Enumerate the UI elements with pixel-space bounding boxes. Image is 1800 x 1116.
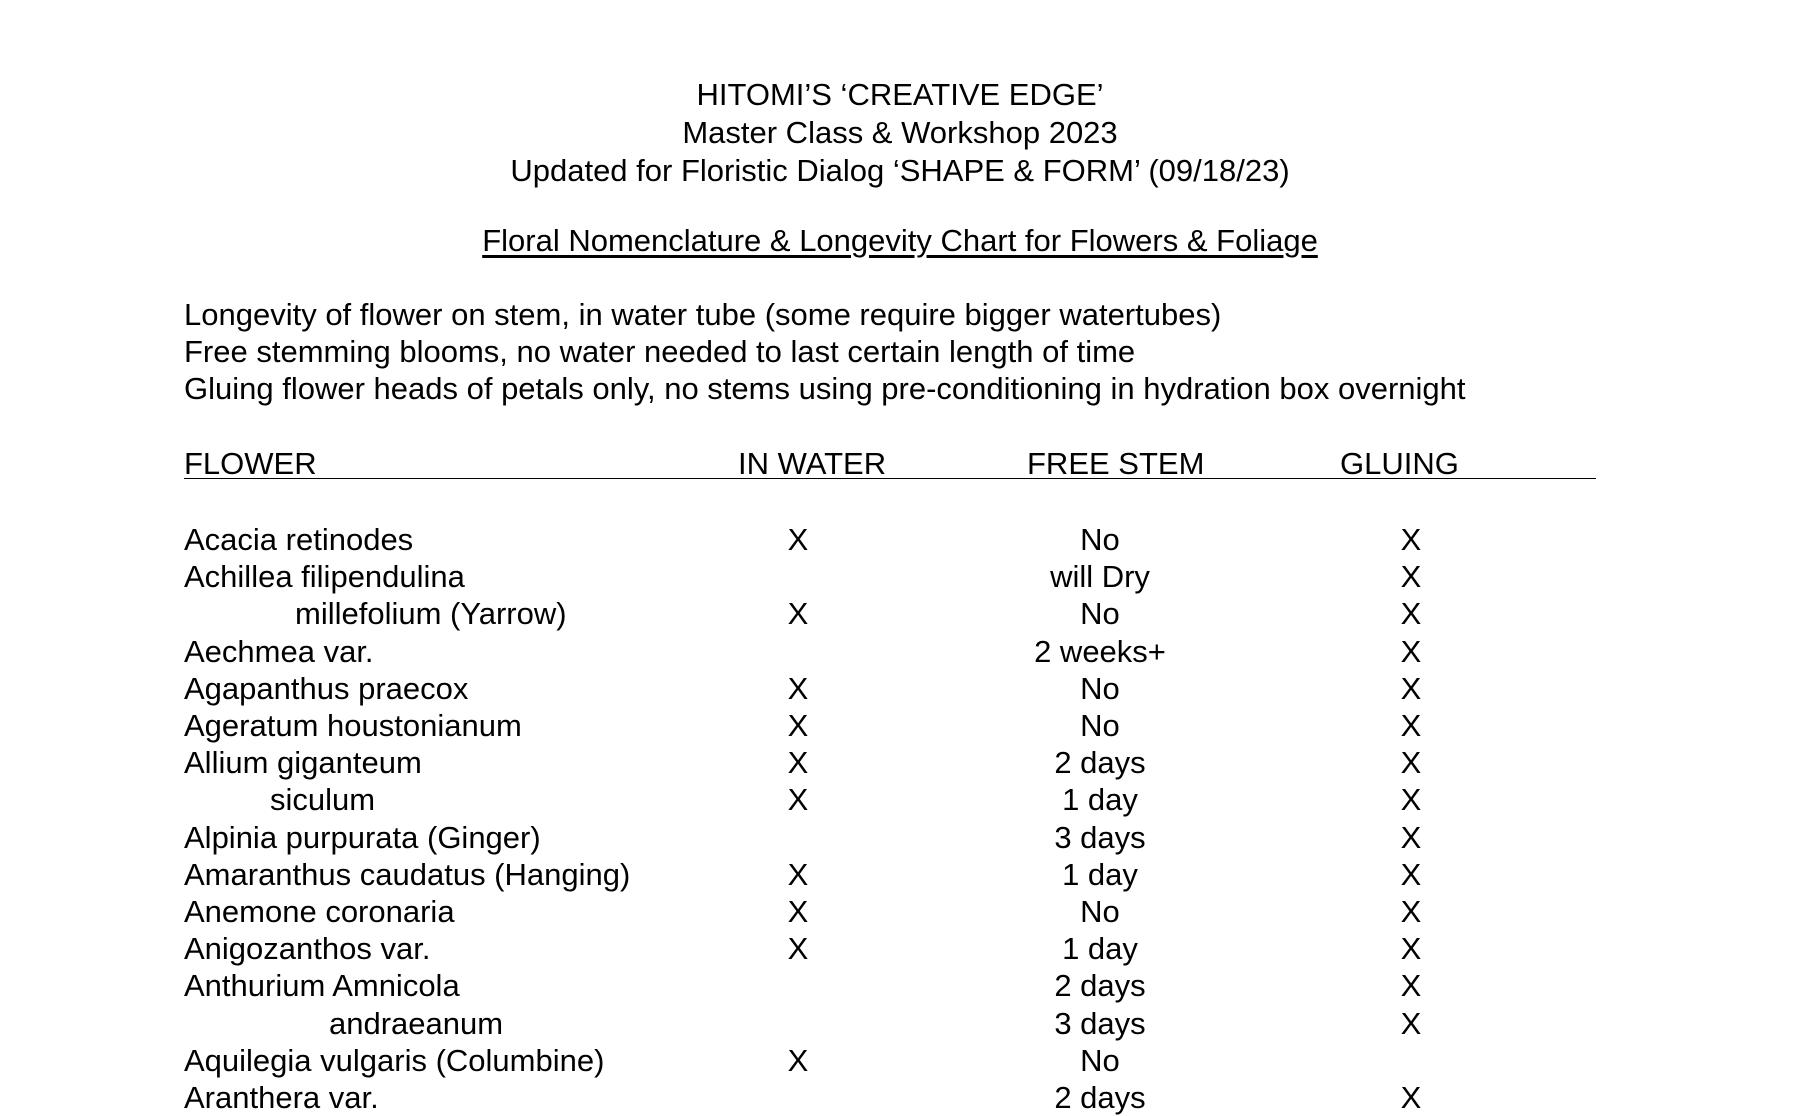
legend-gluing: Gluing flower heads of petals only, no stems using pre-conditioning in hydration box overnight <box>184 371 1466 406</box>
column-header-gluing: GLUING <box>1340 446 1459 481</box>
in-water-value: X <box>787 894 809 929</box>
gluing-value: X <box>1400 782 1422 818</box>
free-stem-value: 2 days <box>1054 745 1146 781</box>
gluing-value: X <box>1400 931 1422 967</box>
header-title: HITOMI’S ‘CREATIVE EDGE’ <box>696 77 1104 112</box>
table-row <box>0 744 1800 781</box>
gluing-value: X <box>1400 633 1422 669</box>
flower-name: Achillea filipendulina <box>184 559 465 595</box>
legend <box>184 296 1466 407</box>
legend-in-water: Longevity of flower on stem, in water tube (some require bigger watertubes) <box>184 297 1222 332</box>
table-row <box>0 707 1800 744</box>
free-stem-value: will Dry <box>1050 559 1150 595</box>
flower-name: Ageratum houstonianum <box>184 708 522 743</box>
free-stem-value: 2 days <box>1054 1080 1146 1115</box>
in-water-value: X <box>787 708 809 743</box>
legend-free-stem: Free stemming blooms, no water needed to last certain length of time <box>184 334 1136 369</box>
table-row <box>0 1079 1800 1116</box>
gluing-value: X <box>1400 894 1422 929</box>
in-water-value: X <box>787 931 809 967</box>
table-row <box>0 967 1800 1004</box>
in-water-value: X <box>787 670 809 706</box>
gluing-value: X <box>1400 596 1422 632</box>
table-row <box>0 893 1800 930</box>
flower-name: Agapanthus praecox <box>184 670 469 706</box>
free-stem-value: 3 days <box>1054 819 1146 855</box>
gluing-value: X <box>1400 522 1422 557</box>
gluing-value: X <box>1400 856 1422 892</box>
header-underline <box>184 478 1596 479</box>
flower-name: Anigozanthos var. <box>184 931 431 967</box>
table-row <box>0 633 1800 670</box>
table-row <box>0 781 1800 818</box>
in-water-value: X <box>787 596 809 632</box>
gluing-value: X <box>1400 708 1422 743</box>
free-stem-value: No <box>1080 1042 1120 1078</box>
gluing-value: X <box>1400 559 1422 595</box>
column-header-flower: FLOWER <box>184 446 317 481</box>
flower-name: siculum <box>270 782 376 818</box>
flower-name: Aquilegia vulgaris (Columbine) <box>184 1042 605 1078</box>
flower-name: Aechmea var. <box>184 633 374 669</box>
free-stem-value: No <box>1080 708 1120 743</box>
table-row <box>0 670 1800 707</box>
chart-title <box>0 222 1800 260</box>
flower-name: Amaranthus caudatus (Hanging) <box>184 856 631 892</box>
flower-name: Allium giganteum <box>184 745 422 781</box>
table-row <box>0 1005 1800 1042</box>
in-water-value: X <box>787 745 809 781</box>
flower-name: Acacia retinodes <box>184 522 414 557</box>
free-stem-value: 2 days <box>1054 968 1146 1004</box>
column-header-in-water: IN WATER <box>738 446 887 481</box>
chart-title-text: Floral Nomenclature & Longevity Chart for Flowers & Foliage <box>482 223 1318 258</box>
gluing-value: X <box>1400 1080 1422 1115</box>
gluing-value: X <box>1400 745 1422 781</box>
flower-name: Alpinia purpurata (Ginger) <box>184 819 541 855</box>
flower-name: andraeanum <box>329 1005 504 1041</box>
column-header-free-stem: FREE STEM <box>1027 446 1205 481</box>
in-water-value: X <box>787 1042 809 1078</box>
free-stem-value: No <box>1080 670 1120 706</box>
free-stem-value: 1 day <box>1062 782 1138 818</box>
in-water-value: X <box>787 782 809 818</box>
free-stem-value: 2 weeks+ <box>1034 633 1166 669</box>
gluing-value: X <box>1400 670 1422 706</box>
free-stem-value: No <box>1080 522 1120 557</box>
in-water-value: X <box>787 856 809 892</box>
free-stem-value: 1 day <box>1062 931 1138 967</box>
in-water-value: X <box>787 522 809 557</box>
table-row <box>0 819 1800 856</box>
free-stem-value: 1 day <box>1062 856 1138 892</box>
flower-name: Anthurium Amnicola <box>184 968 460 1004</box>
table-row <box>0 1042 1800 1079</box>
free-stem-value: 3 days <box>1054 1005 1146 1041</box>
free-stem-value: No <box>1080 596 1120 632</box>
table-row <box>0 930 1800 967</box>
flower-name: Anemone coronaria <box>184 894 455 929</box>
table-row <box>0 595 1800 632</box>
gluing-value: X <box>1400 968 1422 1004</box>
gluing-value: X <box>1400 819 1422 855</box>
free-stem-value: No <box>1080 894 1120 929</box>
table-row <box>0 856 1800 893</box>
document-header <box>0 76 1800 190</box>
flower-name: Aranthera var. <box>184 1080 379 1115</box>
table-row <box>0 558 1800 595</box>
table-row <box>0 521 1800 558</box>
gluing-value: X <box>1400 1005 1422 1041</box>
flower-name: millefolium (Yarrow) <box>295 596 567 632</box>
header-update-note: Updated for Floristic Dialog ‘SHAPE & FORM’ (09/18/23) <box>510 153 1290 188</box>
header-subtitle: Master Class & Workshop 2023 <box>682 115 1118 150</box>
